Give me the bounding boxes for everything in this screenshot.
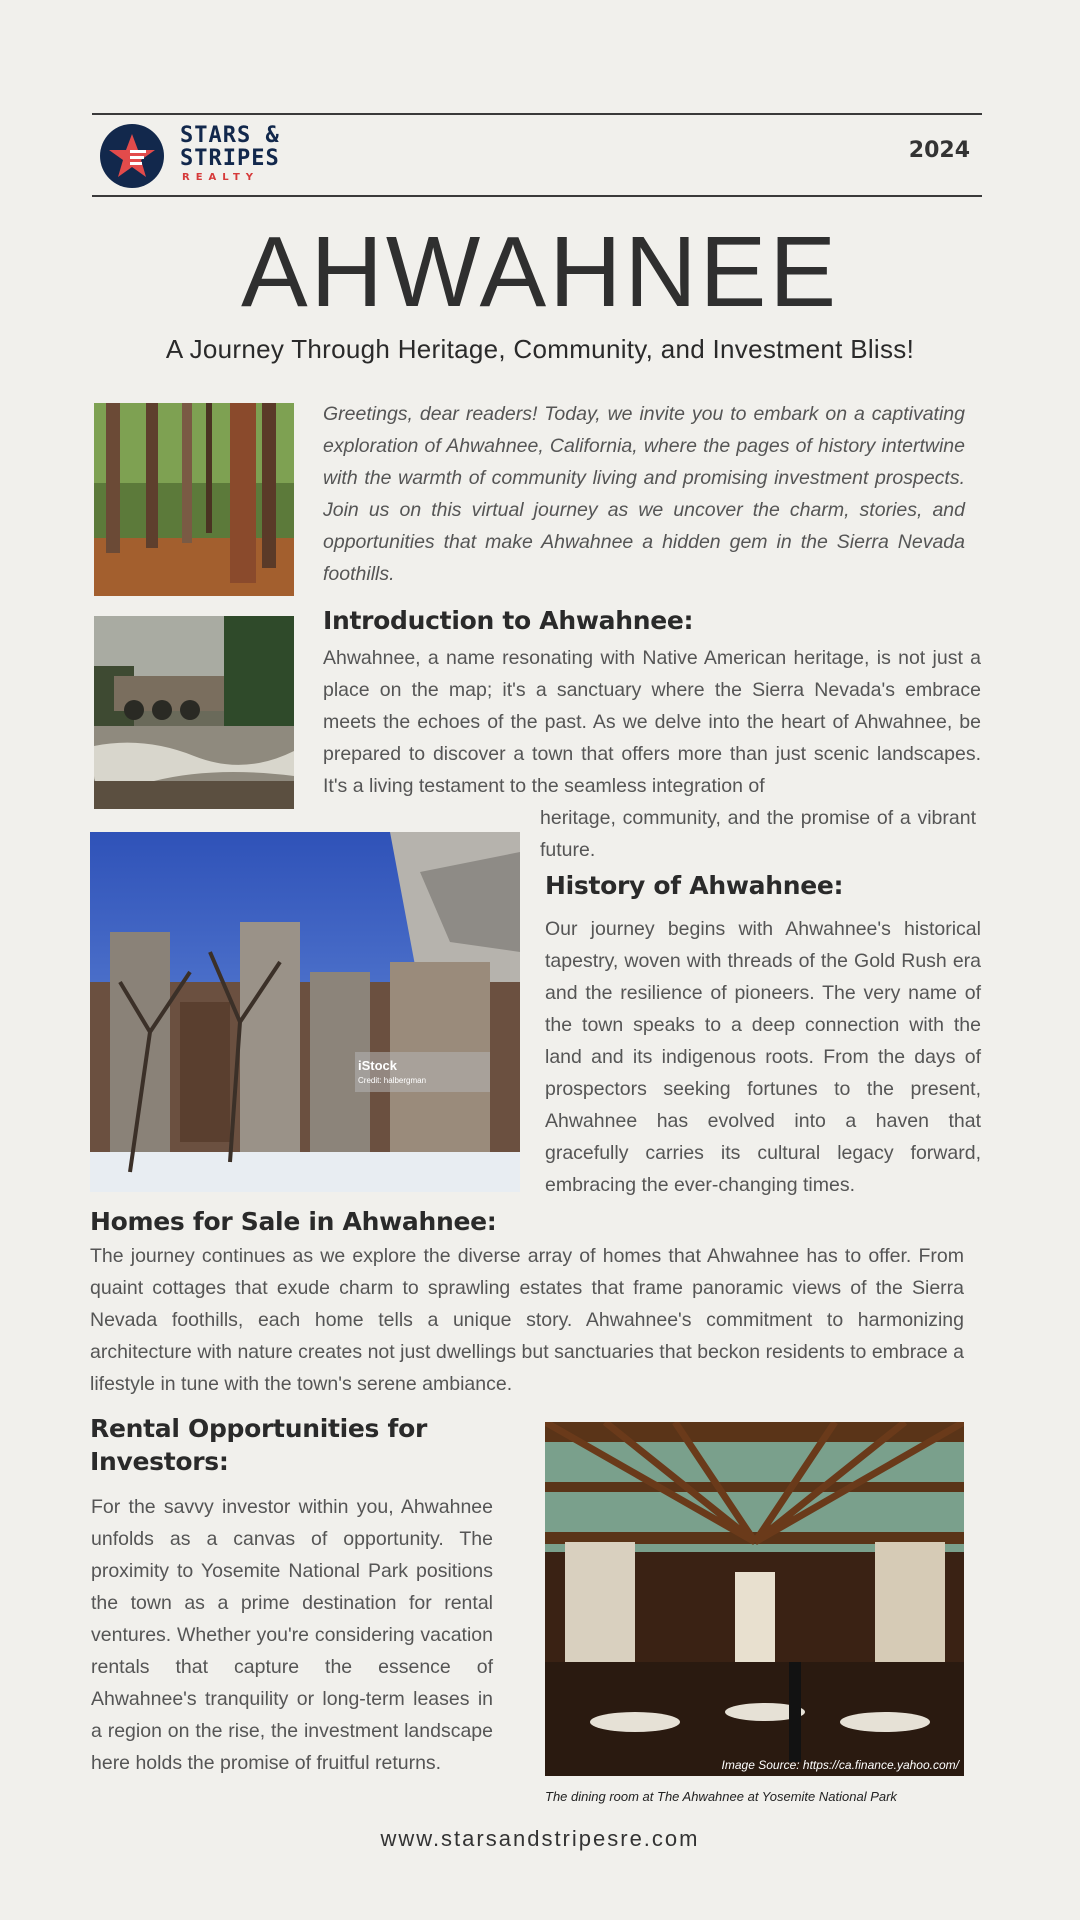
brand-line-2: STRIPES [180,146,280,171]
logo-star-icon [100,124,164,188]
page-subtitle: A Journey Through Heritage, Community, and Investment Bliss! [165,334,915,364]
header-bottom-rule [92,195,982,197]
brand-line-3: REALTY [182,172,260,183]
brand-line-1: STARS & [180,123,280,148]
stone-bridge-photo [94,616,294,809]
introduction-heading: Introduction to Ahwahnee: [323,606,694,635]
image-credit: Credit: halbergman [358,1076,427,1085]
page-title: AHWAHNEE [240,216,840,328]
homes-heading: Homes for Sale in Ahwahnee: [90,1207,497,1236]
forest-photo [94,403,294,596]
issue-year: 2024 [908,138,970,163]
dining-room-caption: The dining room at The Ahwahnee at Yosemite National Park [545,1789,897,1804]
rental-paragraph: For the savvy investor within you, Ahwahnee unfolds as a canvas of opportunity. The proximity to Yosemite National Park positions the town as a prime destination for rental ventures. Whether you're considering vacation rentals that capture the essence of Ahwahnee's tranquility or long-term leases in a region on the rise, the investment landscape here holds the promise of fruitful returns. [91,1496,493,1774]
introduction-paragraph-continued: heritage, community, and the promise of a vibrant future. [540,807,976,861]
intro-paragraph: Greetings, dear readers! Today, we invite you to embark on a captivating exploration of Ahwahnee, California, where the pages of history intertwine with the warmth of community living and promising investment prospects. Join us on this virtual journey as we uncover the charm, stories, and opportunities that make Ahwahnee a hidden gem in the Sierra Nevada foothills. [323,403,965,585]
history-heading: History of Ahwahnee: [545,871,844,900]
homes-paragraph: The journey continues as we explore the diverse array of homes that Ahwahnee has to offer. From quaint cottages that exude charm to sprawling estates that frame panoramic views of the Sierra Nevada foothills, each home tells a unique story. Ahwahnee's commitment to harmonizing architecture with nature creates not just dwellings but sanctuaries that beckon residents to embrace a lifestyle in tune with the town's serene ambiance. [90,1245,964,1395]
rental-heading: Rental Opportunities for Investors: [90,1414,428,1476]
ahwahnee-hotel-photo [90,832,520,1192]
introduction-paragraph: Ahwahnee, a name resonating with Native American heritage, is not just a place on the map; it's a sanctuary where the Sierra Nevada's embrace meets the echoes of the past. As we delve into the heart of Ahwahnee, be prepared to discover a town that offers more than just scenic landscapes. It's a living testament to the seamless integration of [323,647,981,797]
dining-room-photo [545,1422,964,1776]
image-source: Image Source: https://ca.finance.yahoo.com/ [721,1758,959,1772]
image-watermark: iStock [358,1058,398,1073]
footer-url[interactable]: www.starsandstripesre.com [380,1826,700,1851]
header-top-rule [92,113,982,115]
brand-name [180,124,280,170]
history-paragraph: Our journey begins with Ahwahnee's historical tapestry, woven with threads of the Gold Rush era and the resilience of pioneers. The very name of the town speaks to a deep connection with the land and its indigenous roots. From the days of prospectors seeking fortunes to the present, Ahwahnee has evolved into a haven that gracefully carries its cultural legacy forward, embracing the ever-changing times. [545,918,981,1196]
